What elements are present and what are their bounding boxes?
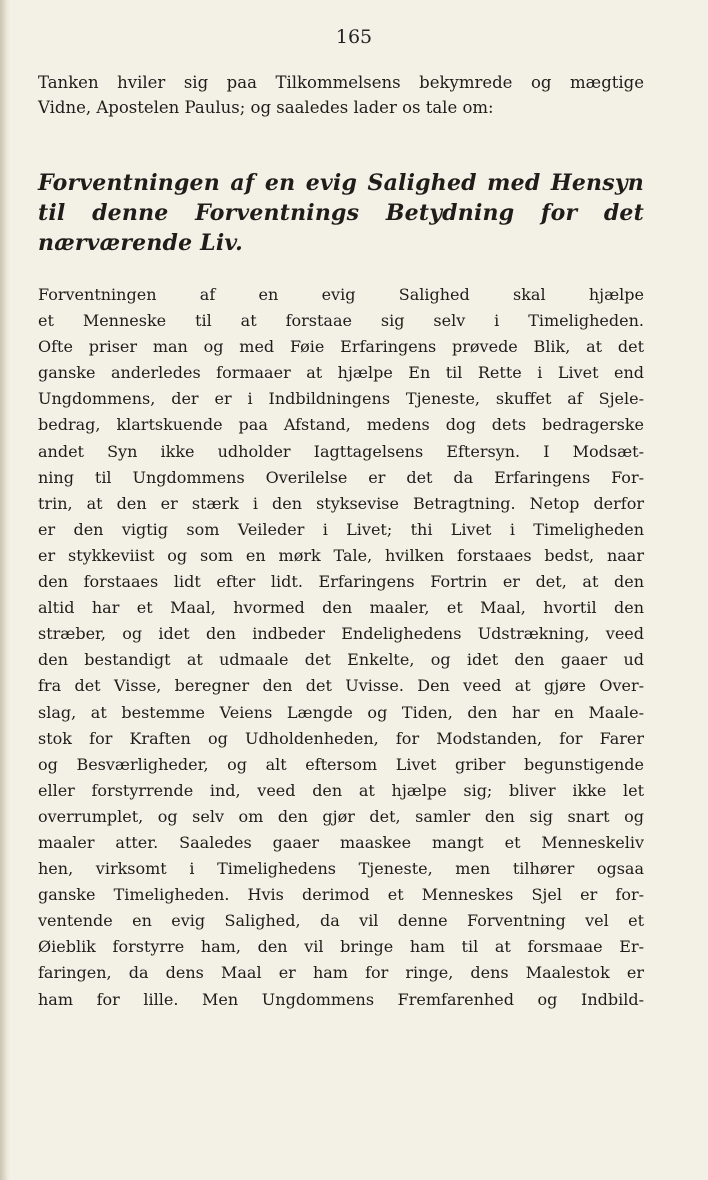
binding-gutter	[0, 0, 10, 1180]
body-line: bedrag, klartskuende paa Afstand, medens dog dets bedragerske	[38, 415, 644, 435]
body-line: trin, at den er stærk i den styksevise Betragtning. Netop derfor	[38, 493, 644, 513]
body-line: ganske Timeligheden. Hvis derimod et Menneskes Sjel er for-	[38, 885, 644, 905]
page-number: 165	[335, 26, 373, 48]
body-line: Ofte priser man og med Føie Erfaringens prøvede Blik, at det	[38, 337, 644, 357]
lead-line: Tanken hviler sig paa Tilkommelsens bekymrede og mægtige	[38, 73, 644, 92]
body-line: hen, virksomt i Timelighedens Tjeneste, men tilhører ogsaa	[38, 859, 644, 879]
body-line: overrumplet, og selv om den gjør det, samler den sig snart og	[38, 806, 644, 826]
body-line: ning til Ungdommens Overilelse er det da Erfaringens For-	[38, 467, 644, 487]
lead-line: Vidne, Apostelen Paulus; og saaledes lader os tale om:	[38, 98, 494, 117]
body-paragraph	[38, 282, 644, 1013]
body-line: den forstaaes lidt efter lidt. Erfaringens Fortrin er det, at den	[38, 572, 644, 592]
body-line: maaler atter. Saaledes gaaer maaskee mangt et Menneskeliv	[38, 832, 644, 852]
body-line: den bestandigt at udmaale det Enkelte, og idet den gaaer ud	[38, 650, 644, 670]
body-line: er stykkeviist og som en mørk Tale, hvilken forstaaes bedst, naar	[38, 545, 644, 565]
body-line: ham for lille. Men Ungdommens Fremfarenhed og Indbild-	[38, 989, 644, 1009]
heading-line: Forventningen af en evig Salighed med Hensyn	[38, 170, 644, 196]
body-line: Forventningen af en evig Salighed skal hjælpe	[38, 285, 644, 304]
body-line: altid har et Maal, hvormed den maaler, et Maal, hvortil den	[38, 598, 644, 618]
heading-line: til denne Forventnings Betydning for det	[38, 200, 644, 226]
body-line: fra det Visse, beregner den det Uvisse. Den veed at gjøre Over-	[38, 676, 644, 696]
body-line: et Menneske til at forstaae sig selv i Timeligheden.	[38, 311, 644, 331]
heading-line: nærværende Liv.	[38, 230, 244, 256]
body-line: andet Syn ikke udholder Iagttagelsens Eftersyn. I Modsæt-	[38, 441, 644, 461]
body-line: stræber, og idet den indbeder Endelighedens Udstrækning, veed	[38, 624, 644, 644]
body-line: er den vigtig som Veileder i Livet; thi Livet i Timeligheden	[38, 519, 644, 539]
body-line: stok for Kraften og Udholdenheden, for Modstanden, for Farer	[38, 728, 644, 748]
body-line: Ungdommens, der er i Indbildningens Tjeneste, skuffet af Sjele-	[38, 389, 644, 409]
section-heading	[38, 168, 644, 258]
body-line: ganske anderledes formaaer at hjælpe En til Rette i Livet end	[38, 363, 644, 383]
lead-paragraph	[38, 70, 644, 120]
body-line: faringen, da dens Maal er ham for ringe, dens Maalestok er	[38, 963, 644, 983]
body-line: Øieblik forstyrre ham, den vil bringe ham til at forsmaae Er-	[38, 937, 644, 957]
body-line: slag, at bestemme Veiens Længde og Tiden, den har en Maale-	[38, 702, 644, 722]
body-line: eller forstyrrende ind, veed den at hjælpe sig; bliver ikke let	[38, 780, 644, 800]
body-line: ventende en evig Salighed, da vil denne Forventning vel et	[38, 911, 644, 931]
body-line: og Besværligheder, og alt eftersom Livet griber begunstigende	[38, 754, 644, 774]
